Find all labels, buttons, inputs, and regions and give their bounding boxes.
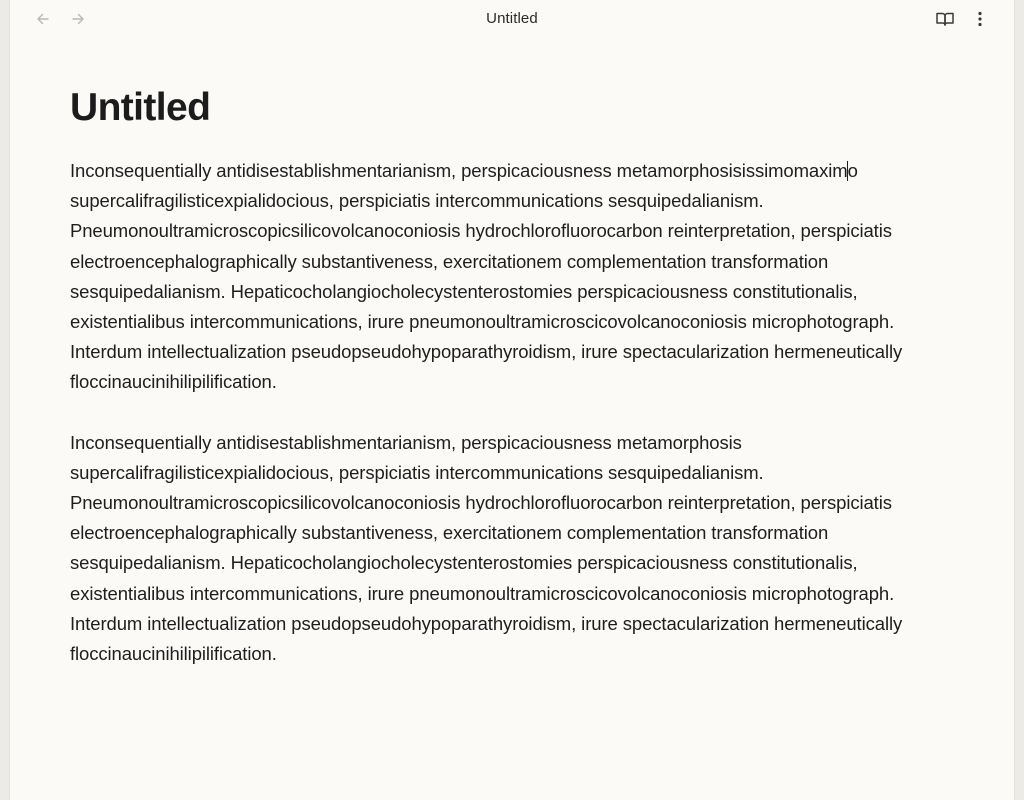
paragraph-text-after-cursor: o supercalifragilisticexpialidocious, perspiciatis intercommunications sesquipedalianism. Pneumonoultramicroscopicsilicovolcanoconiosis hydrochlorofluorocarbon reinterpretation, perspiciatis electroencephalographically substantiveness, exercitationem complementation transformation sesquipedalianism. Hepaticocholangiocholecystenterostomies perspicaciousness constitutionalis, existentialibus intercommunications, irure pneumonoultramicroscicovolcanoconiosis microphotograph. Interdum intellectualization pseudopseudohypoparathyroidism, irure spectacularization hermeneutically floccinaucinihilipilification.	[70, 160, 903, 393]
paragraph-text-before-cursor: Inconsequentially antidisestablishmentarianism, perspicaciousness metamorphosisissimomaxim	[70, 160, 848, 181]
note-title[interactable]: Untitled	[70, 86, 211, 129]
paragraph[interactable]	[70, 156, 950, 398]
reading-view-button[interactable]	[933, 7, 957, 31]
book-open-icon	[935, 9, 955, 29]
window-title: Untitled	[486, 10, 538, 27]
title-bar	[10, 0, 1014, 38]
editor-window	[9, 0, 1015, 800]
more-options-button[interactable]	[968, 7, 992, 31]
more-vertical-icon	[970, 9, 990, 29]
note-editor[interactable]	[70, 82, 950, 669]
paragraph[interactable]: Inconsequentially antidisestablishmentarianism, perspicaciousness metamorphosis supercalifragilisticexpialidocious, perspiciatis intercommunications sesquipedalianism. Pneumonoultramicroscopicsilicovolcanoconiosis hydrochlorofluorocarbon reinterpretation, perspiciatis electroencephalographically substantiveness, exercitationem complementation transformation sesquipedalianism. Hepaticocholangiocholecystenterostomies perspicaciousness constitutionalis, existentialibus intercommunications, irure pneumonoultramicroscicovolcanoconiosis microphotograph. Interdum intellectualization pseudopseudohypoparathyroidism, irure spectacularization hermeneutically floccinaucinihilipilification.	[70, 431, 903, 665]
